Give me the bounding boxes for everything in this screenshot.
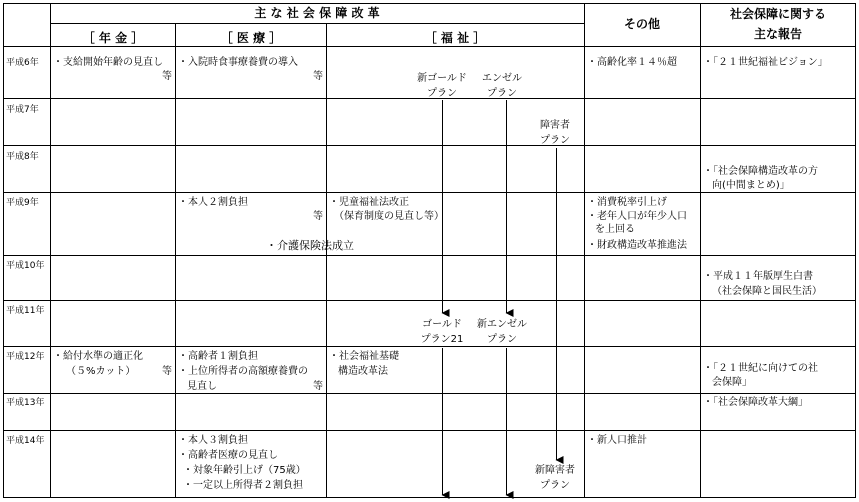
h12-pension-etc: 等 xyxy=(162,366,172,377)
other-header: その他 xyxy=(623,17,661,31)
h6-medical-etc: 等 xyxy=(313,71,323,82)
new-disabled-plan-label-2: プラン xyxy=(540,480,570,491)
medical-header: ［ 医 療 ］ xyxy=(220,31,282,45)
main-reform-header: 主 な 社 会 保 障 改 革 xyxy=(254,6,380,20)
new-gold-plan-label-1: 新ゴールド xyxy=(417,73,467,84)
gold-plan21-label-1: ゴールド xyxy=(422,319,462,330)
h9-other-item-2: ・老年人口が年少人口 xyxy=(587,211,687,222)
year-label: 平成7年 xyxy=(6,105,39,115)
h12-welfare-item-b: 構造改革法 xyxy=(338,366,388,377)
h12-pension-note: （５%カット） xyxy=(66,366,136,377)
h12-medical-etc: 等 xyxy=(313,381,323,392)
year-label: 平成13年 xyxy=(6,398,45,408)
year-label: 平成8年 xyxy=(6,152,39,162)
h6-report-item: ・「２１世紀福祉ビジョン」 xyxy=(703,57,828,68)
angel-plan-label-2: プラン xyxy=(487,88,517,99)
angel-plan-label-1: エンゼル xyxy=(482,73,522,84)
h12-medical-item-2: ・上位所得者の高額療養費の xyxy=(178,366,308,377)
gold-plan21-label-2: プラン21 xyxy=(420,334,464,345)
h6-pension-etc: 等 xyxy=(162,71,172,82)
new-gold-plan-label-2: プラン xyxy=(427,88,457,99)
h12-report-line2: 会保障」 xyxy=(712,377,752,388)
h9-care-insurance: ・介護保険法成立 xyxy=(266,239,354,252)
h9-other-item-3: ・財政構造改革推進法 xyxy=(587,240,687,251)
disabled-plan-label-1: 障害者 xyxy=(540,120,570,131)
h8-report-line2: 向(中間まとめ)」 xyxy=(712,180,790,191)
h9-medical-item: ・本人２割負担 xyxy=(178,197,248,208)
h14-medical-item-1: ・本人３割負担 xyxy=(178,435,248,446)
h12-welfare-item: ・社会福祉基礎 xyxy=(329,351,399,362)
h12-medical-item-1: ・高齢者１割負担 xyxy=(178,351,258,362)
year-label: 平成11年 xyxy=(6,306,45,316)
h14-other-item: ・新人口推計 xyxy=(587,435,647,446)
h6-other-item: ・高齢化率１４％超 xyxy=(587,57,677,68)
h9-welfare-item: ・児童福祉法改正 xyxy=(329,197,409,208)
new-angel-plan-label-2: プラン xyxy=(487,334,517,345)
h12-pension-item: ・給付水準の適正化 xyxy=(53,351,143,362)
h10-report-line2: （社会保障と国民生活） xyxy=(712,286,822,297)
h8-report-line1: ・「社会保障構造改革の方 xyxy=(703,166,818,177)
h14-medical-item-4: ・一定以上所得者２割負担 xyxy=(183,480,303,491)
disabled-plan-label-2: プラン xyxy=(540,135,570,146)
h10-report-line1: ・平成１１年版厚生白書 xyxy=(703,271,813,282)
h12-report-line1: ・「２１世紀に向けての社 xyxy=(703,363,818,374)
h14-medical-item-2: ・高齢者医療の見直し xyxy=(178,450,278,461)
h13-report-item: ・「社会保障改革大綱」 xyxy=(703,397,808,408)
year-label: 平成6年 xyxy=(6,58,39,68)
h14-medical-item-3: ・対象年齢引上げ（75歳） xyxy=(183,465,306,476)
h12-medical-item-2b: 見直し xyxy=(187,381,217,392)
h9-welfare-etc: 等 xyxy=(313,211,323,222)
year-label: 平成12年 xyxy=(6,352,45,362)
h9-welfare-note: （保育制度の見直し等） xyxy=(334,211,444,222)
h9-other-item-1: ・消費税率引上げ xyxy=(587,197,667,208)
year-label: 平成10年 xyxy=(6,261,45,271)
report-header-line2: 主な報告 xyxy=(753,27,803,41)
report-header-line1: 社会保障に関する xyxy=(729,7,827,21)
h6-medical-item: ・入院時食事療養費の導入 xyxy=(178,57,298,68)
new-angel-plan-label-1: 新エンゼル xyxy=(477,319,527,330)
h6-pension-item: ・支給開始年齢の見直し xyxy=(53,57,163,68)
year-label: 平成14年 xyxy=(6,436,45,446)
h9-other-item-2b: を上回る xyxy=(595,224,635,235)
pension-header: ［ 年 金 ］ xyxy=(82,31,144,45)
new-disabled-plan-label-1: 新障害者 xyxy=(535,465,575,476)
year-label: 平成9年 xyxy=(6,198,39,208)
welfare-header: ［ 福 祉 ］ xyxy=(424,31,486,45)
